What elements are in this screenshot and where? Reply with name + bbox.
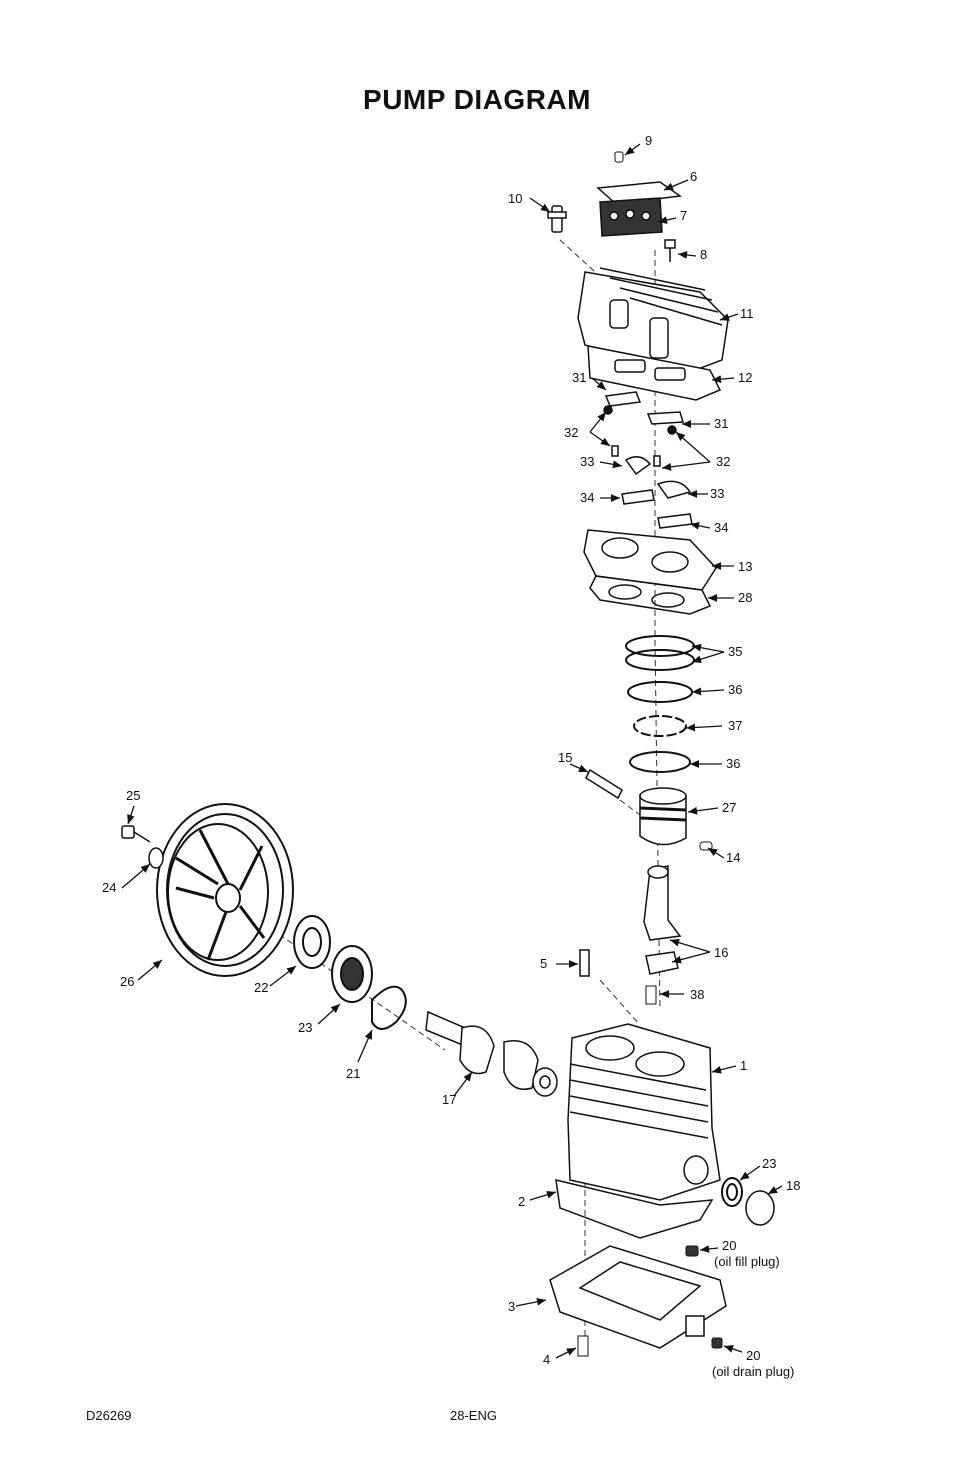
callout-32-right: 32	[716, 454, 731, 469]
callout-20-drain: 20	[746, 1348, 761, 1363]
part-8-bolt	[665, 240, 675, 262]
note-oil-fill-plug: (oil fill plug)	[714, 1254, 780, 1269]
part-16-connecting-rod	[644, 866, 680, 974]
part-15-wrist-pin	[586, 770, 622, 798]
callout-20-fill: 20	[722, 1238, 737, 1253]
callout-34-right: 34	[714, 520, 729, 535]
callout-8: 8	[700, 247, 708, 262]
callout-18: 18	[786, 1178, 801, 1193]
part-4-bolt	[578, 1336, 588, 1356]
callout-27: 27	[722, 800, 737, 815]
part-3-base	[550, 1246, 726, 1348]
callout-37: 37	[728, 718, 743, 733]
part-26-flywheel	[157, 804, 293, 976]
callout-33-right: 33	[710, 486, 725, 501]
part-38-bolt	[646, 986, 656, 1004]
callout-12: 12	[738, 370, 753, 385]
part-13-valve-plate	[584, 530, 716, 590]
callout-2: 2	[518, 1194, 526, 1209]
part-9-screw	[615, 152, 623, 162]
callout-22: 22	[254, 980, 269, 995]
callout-7: 7	[680, 208, 688, 223]
callout-32-left: 32	[564, 425, 579, 440]
part-24-washer	[149, 848, 163, 868]
part-17-crankshaft	[426, 1012, 557, 1096]
callout-36-lower: 36	[726, 756, 741, 771]
part-18-cover	[746, 1191, 774, 1225]
part-23-seal-right	[722, 1178, 742, 1206]
callout-11: 11	[740, 306, 754, 321]
callout-25: 25	[126, 788, 141, 803]
callout-21: 21	[346, 1066, 361, 1081]
part-22-bearing	[294, 916, 330, 968]
page-title: PUMP DIAGRAM	[363, 84, 591, 115]
callout-4: 4	[543, 1352, 551, 1367]
page-number: 28-ENG	[450, 1408, 497, 1423]
callout-13: 13	[738, 559, 753, 574]
callout-33-left: 33	[580, 454, 595, 469]
callout-6: 6	[690, 169, 698, 184]
callout-16: 16	[714, 945, 729, 960]
callout-36-upper: 36	[728, 682, 743, 697]
part-5-key	[580, 950, 589, 976]
doc-number: D26269	[86, 1408, 132, 1423]
callout-31-left: 31	[572, 370, 587, 385]
callout-38: 38	[690, 987, 705, 1002]
part-21-seal	[372, 987, 406, 1029]
callout-5: 5	[540, 956, 548, 971]
callout-35: 35	[728, 644, 743, 659]
callout-26: 26	[120, 974, 135, 989]
callout-24: 24	[102, 880, 117, 895]
callout-23-right: 23	[762, 1156, 777, 1171]
callout-17: 17	[442, 1092, 457, 1107]
valve-parts	[604, 392, 692, 528]
callout-23-left: 23	[298, 1020, 313, 1035]
callout-1: 1	[740, 1058, 748, 1073]
callout-31-right: 31	[714, 416, 729, 431]
note-oil-drain-plug: (oil drain plug)	[712, 1364, 795, 1379]
part-7-block	[600, 198, 662, 236]
callout-15: 15	[558, 750, 573, 765]
callout-3: 3	[508, 1299, 516, 1314]
callout-14: 14	[726, 850, 741, 865]
callout-9: 9	[645, 133, 653, 148]
callout-10: 10	[508, 191, 523, 206]
part-1-crankcase	[568, 1024, 720, 1200]
part-27-piston	[640, 788, 686, 845]
part-23-bearing	[332, 946, 372, 1002]
callout-34-left: 34	[580, 490, 595, 505]
piston-rings	[626, 636, 694, 772]
part-10-fitting	[548, 206, 566, 232]
part-25-bolt	[122, 826, 150, 842]
callout-28: 28	[738, 590, 753, 605]
